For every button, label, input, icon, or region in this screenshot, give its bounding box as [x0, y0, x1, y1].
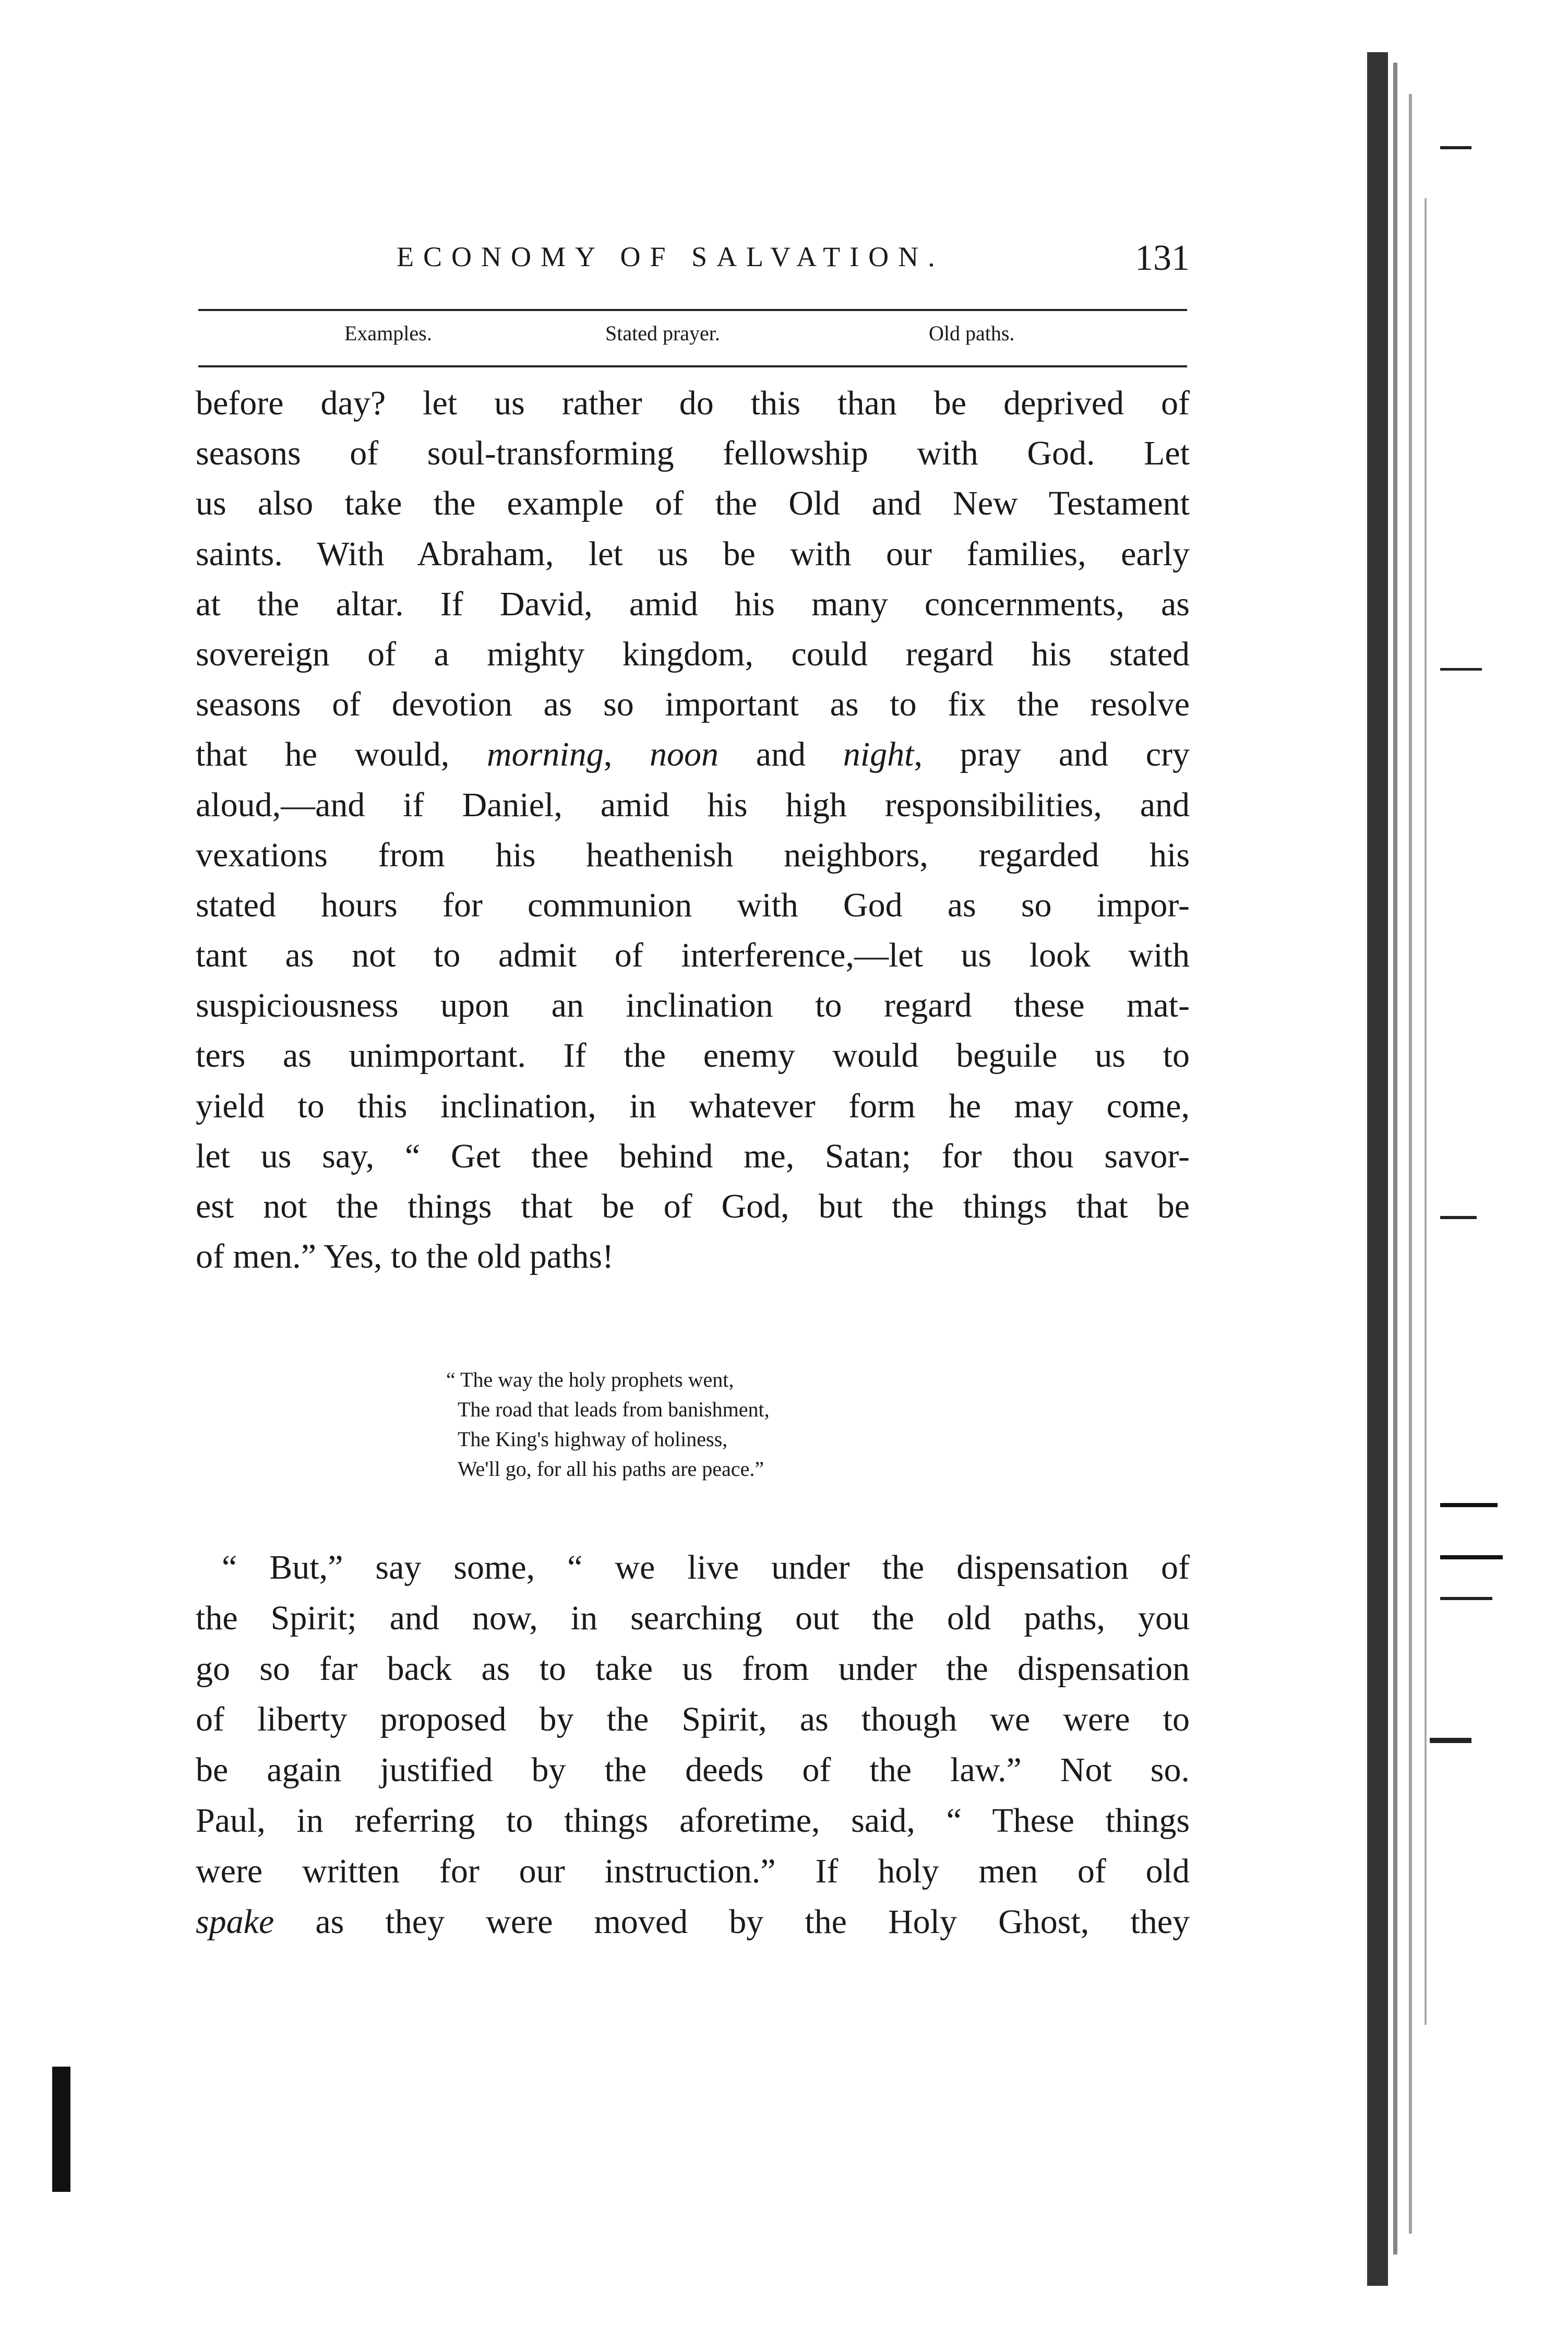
- topic-old-paths: Old paths.: [929, 321, 1015, 345]
- text-line: at the altar. If David, amid his many concernments, as: [196, 584, 1190, 623]
- text-line: ters as unimportant. If the enemy would beguile us to: [196, 1036, 1190, 1075]
- text-line: before day? let us rather do this than be deprived of: [196, 384, 1190, 422]
- text-line: of liberty proposed by the Spirit, as though we were to: [196, 1700, 1190, 1738]
- ink-blot: [50, 2035, 73, 2192]
- text-run: ,: [603, 735, 650, 774]
- text-line: aloud,—and if Daniel, amid his high responsibilities, and: [196, 785, 1190, 824]
- text-line: est not the things that be of God, but the things that be: [196, 1187, 1190, 1225]
- text-line: seasons of soul-transforming fellowship with God. Let: [196, 434, 1190, 473]
- topic-examples: Examples.: [344, 321, 432, 345]
- header-rule-top: [198, 309, 1187, 311]
- text-line: be again justified by the deeds of the law.” Not so.: [196, 1751, 1190, 1789]
- text-line: go so far back as to take us from under the dispensation: [196, 1650, 1190, 1688]
- paragraph-1: [196, 378, 1190, 1282]
- italic-noon: noon: [649, 735, 719, 774]
- text-line: saints. With Abraham, let us be with our families, early: [196, 534, 1190, 573]
- text-run: that he would,: [196, 735, 487, 774]
- scan-edge-artifact: [1357, 42, 1513, 2286]
- text-line-italic-mixed: [196, 730, 1190, 780]
- running-title: ECONOMY OF SALVATION.: [397, 241, 944, 272]
- text-run: , pray and cry: [914, 735, 1190, 774]
- page-number: 131: [1135, 238, 1190, 278]
- text-line: us also take the example of the Old and New Testament: [196, 484, 1190, 523]
- poem-line: We'll go, for all his paths are peace.”: [458, 1457, 764, 1481]
- text-line-italic-mixed: [196, 1896, 1190, 1947]
- text-run: and: [718, 735, 843, 774]
- text-line: the Spirit; and now, in searching out the old paths, you: [196, 1599, 1190, 1637]
- poem-line: The King's highway of holiness,: [458, 1427, 728, 1451]
- text-line: Paul, in referring to things aforetime, said, “ These things: [196, 1802, 1190, 1840]
- poem-line: “ The way the holy prophets went,: [446, 1368, 734, 1391]
- running-head: [397, 237, 1190, 279]
- italic-night: night: [843, 735, 914, 774]
- text-line: let us say, “ Get thee behind me, Satan; for thou savor-: [196, 1137, 1190, 1175]
- text-line: suspiciousness upon an inclination to regard these mat-: [196, 986, 1190, 1025]
- section-topics: [198, 321, 1187, 357]
- text-line: seasons of devotion as so important as to fix the resolve: [196, 685, 1190, 724]
- paragraph-2: [196, 1542, 1190, 1947]
- hymn-quote: [446, 1365, 968, 1484]
- text-line: tant as not to admit of interference,—let us look with: [196, 936, 1190, 975]
- italic-morning: morning: [487, 735, 604, 774]
- text-line: vexations from his heathenish neighbors, regarded his: [196, 836, 1190, 874]
- text-line: were written for our instruction.” If holy men of old: [196, 1852, 1190, 1890]
- text-line: stated hours for communion with God as so impor-: [196, 886, 1190, 924]
- poem-line: The road that leads from banishment,: [458, 1398, 770, 1421]
- text-line: sovereign of a mighty kingdom, could regard his stated: [196, 635, 1190, 673]
- topic-stated-prayer: Stated prayer.: [605, 321, 720, 345]
- header-rule-bottom: [198, 365, 1187, 367]
- text-line: of men.” Yes, to the old paths!: [196, 1237, 614, 1276]
- text-line: yield to this inclination, in whatever form he may come,: [196, 1087, 1190, 1125]
- text-run: as they were moved by the Holy Ghost, they: [274, 1903, 1190, 1941]
- italic-spake: spake: [196, 1903, 274, 1941]
- text-line: “ But,” say some, “ we live under the dispensation of: [222, 1548, 1190, 1586]
